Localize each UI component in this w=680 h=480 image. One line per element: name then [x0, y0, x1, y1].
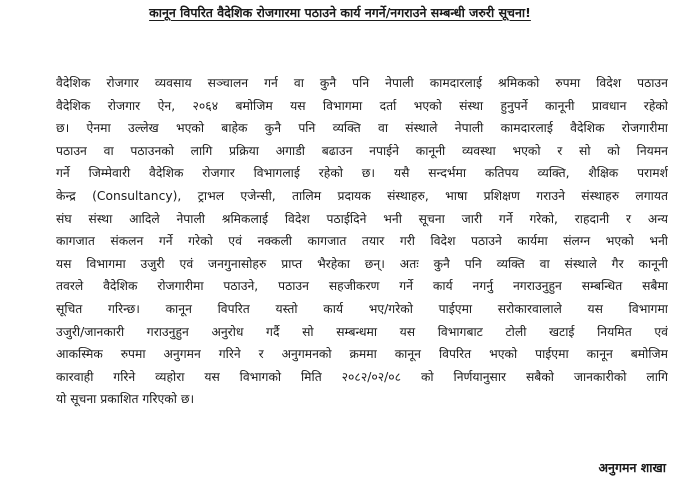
body-line: वैदेशिक रोजगार व्यवसाय सञ्चालन गर्न वा कुनै पनि नेपाली कामदारलाई श्रमिकको रुपमा विदेश पठाउन [56, 76, 668, 90]
notice-body [56, 72, 668, 411]
body-line: केन्द्र (Consultancy), ट्राभल एजेन्सी, तालिम प्रदायक संस्थाहरु, भाषा प्रशिक्षण गराउने संस्थाहरु लगायत [56, 188, 668, 203]
body-line: सूचित गरिन्छ। कानून विपरित यस्तो कार्य भए/गरेको पाईएमा सरोकारवालाले यस विभागमा [56, 301, 668, 316]
body-line: कारवाही गरिने व्यहोरा यस विभागको मिति २०८२/०२/०८ को निर्णयानुसार सबैको जानकारीको लागि [56, 369, 668, 384]
body-line: संघ संस्था आदिले नेपाली श्रमिकलाई विदेश पठाईदिने भनी सूचना जारी गर्ने गरेको, राहदानी र अन्य [56, 211, 668, 226]
body-line: आकस्मिक रुपमा अनुगमन गरिने र अनुगमनको क्रममा कानून विपरित भएको पाईएमा कानून बमोजिम [56, 347, 668, 362]
body-line: छ। ऐनमा उल्लेख भएको बाहेक कुनै पनि व्यक्ति वा संस्थाले नेपाली कामदारलाई वैदेशिक रोजगारीमा [56, 121, 668, 136]
notice-title: कानून विपरित वैदेशिक रोजगारमा पठाउने कार्य नगर्ने/नगराउने सम्बन्धी जरुरी सूचना! [149, 5, 531, 20]
body-line: गर्ने जिम्मेवारी वैदेशिक रोजगार विभागलाई रहेको छ। यसै सन्दर्भमा कतिपय व्यक्ति, शैक्षिक परामर्श [56, 166, 668, 181]
body-line: यो सूचना प्रकाशित गरिएको छ। [56, 392, 195, 407]
body-line: कागजात संकलन गर्ने गरेको एवं नक्कली कागजात तयार गरी विदेश पठाउने कार्यमा संलग्न भएको भनी [56, 234, 668, 249]
body-line: पठाउन वा पठाउनको लागि प्रक्रिया अगाडी बढाउन नपाईने कानूनी व्यवस्था भएको र सो को नियमन [56, 143, 668, 158]
body-line: यस विभागमा उजुरी एवं जनगुनासोहरु प्राप्त भैरहेका छन्। अतः कुनै पनि व्यक्ति वा संस्थाले गैर कानूनी [56, 256, 668, 271]
signature-section-name: अनुगमन शाखा [598, 460, 666, 475]
body-line: वैदेशिक रोजगार ऐन, २०६४ बमोजिम यस विभागमा दर्ता भएको संस्था हुनुपर्ने कानूनी प्रावधान रहेको [56, 98, 668, 113]
body-line: तवरले वैदेशिक रोजगारीमा पठाउने, पठाउन सहजीकरण गर्ने कार्य नगर्नु नगराउनुहुन सम्बन्धित सबैमा [56, 279, 668, 294]
body-line: उजुरी/जानकारी गराउनुहुन अनुरोध गर्दै सो सम्बन्धमा यस विभागबाट टोली खटाई नियमित एवं [56, 324, 668, 339]
